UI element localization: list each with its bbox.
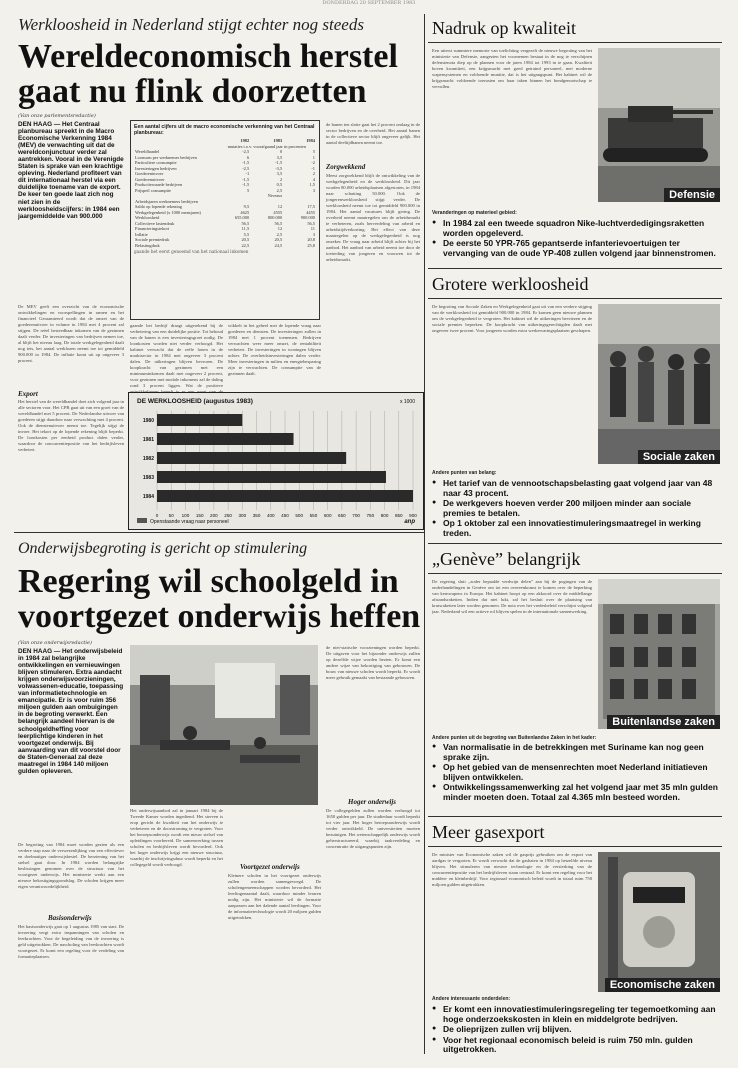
table-cell: Productiewaarde bedrijven	[135, 182, 183, 188]
table-cell: Goedereninvoer	[135, 171, 164, 177]
table-cell: 5	[246, 187, 250, 193]
export-subhead: Export	[18, 390, 38, 398]
table-cell: 655.000	[234, 215, 250, 221]
unemployment-chart-svg	[129, 393, 423, 529]
list-item: ● Van normalisatie in de betrekkingen met Suriname kan nog geen sprake zijn.	[432, 743, 718, 762]
buitenland-bullets	[432, 743, 718, 803]
table-cell: Arbeidsjaren werknemers bedrijven	[135, 198, 198, 204]
table-cell: Loonsom per werknemer bedrijven	[135, 154, 197, 160]
school-story-kicker: Onderwijsbegroting is gericht op stimulering	[18, 540, 308, 557]
list-item: ● Het tarief van de vennootschapsbelasting gaat volgend jaar van 48 naar 43 procent.	[432, 479, 718, 498]
table-cell: 5	[312, 149, 315, 155]
economie-body: De minister van Economische zaken wil de gasprijs gebruiken om de export van aardgas te vergroten. Er wordt verwacht dat de gasbaten in 1984 op hetzelfde niveau blijven. Het stimuleren van nieuwe technologie en de versterking van de concurrentiepositie van het bedrijfsleven staan centraal. Er komt een regeling voor het midden- en kleinbedrijf. Voor regionaal economisch beleid wordt in totaal ruim 750 miljoen gulden uitgetrokken.	[432, 852, 592, 887]
chart-tick-label: 250	[224, 513, 232, 518]
chart-tick-label: 700	[352, 513, 360, 518]
chart-category-label: 1982	[142, 456, 154, 462]
list-item: ● De werkgevers hoeven verder 200 miljoen minder aan sociale premies te betalen.	[432, 499, 718, 518]
legend-swatch	[137, 518, 147, 523]
table-cell: 17,5	[307, 204, 315, 210]
table-cell: 56,5	[274, 220, 283, 226]
table-cell: 22,5	[241, 242, 250, 248]
table-cell: 4	[312, 176, 315, 182]
list-item: ● Op 1 oktober zal een innovatiestimuleringsmaatregel in werking treden.	[432, 519, 718, 538]
top-story-byline: (Van onze parlementsredactie)	[18, 113, 96, 119]
chart-tick-label: 500	[295, 513, 304, 518]
table-cell: Inflatie	[135, 231, 148, 237]
table-header-cell: 1984	[306, 138, 315, 144]
table-cell: 4455	[306, 209, 315, 215]
buitenland-body: De regering sluit „zoder bepaalde verdwijn delen” aan bij de pogingen van de onderhandelingen in Genève om tot een overeenkomst te komen over de beperking van kernwapens in Europa. Het kabinet hoopt op een akkoord over de middellange afstandsraketten. Indien dat niet lukt, zal het besluit over de plaatsing van kruisraketten later worden genomen. De nota over het vredesbeleid verschijnt volgend jaar. Nederland wil een actieve rol blijven spelen in de internationale samenwerking.	[432, 579, 592, 614]
chart-bar	[157, 433, 294, 445]
top-story-body-5: de banen ten slotte gaat het 2 procent omlaag in de sector bedrijven en de overheid. Het aantal banen in de collectieve sector blijft ongeveer gelijk. Het aantal deeltijdbanen neemt toe.	[326, 122, 420, 145]
sidebar-divider	[428, 543, 722, 544]
crowd-illustration	[598, 304, 720, 464]
table-cell: 1	[312, 154, 315, 160]
table-cell: -2,5	[242, 165, 250, 171]
table-cell: 2	[279, 176, 283, 182]
list-item: ● De eerste 50 YPR-765 gepantserde infanterievoertuigen ter vervanging van de oude YP-408 zullen volgend jaar binnenstromen.	[432, 239, 718, 258]
buitenlandse-zaken-section	[428, 545, 722, 775]
table-cell: 3,5	[276, 154, 283, 160]
table-cell: 800.000	[267, 215, 283, 221]
hoger-onderwijs-subhead: Hoger onderwijs	[348, 798, 397, 806]
chart-tick-label: 900	[409, 513, 417, 518]
chart-tick-label: 0	[155, 513, 159, 518]
table-cell: 56,5	[241, 220, 250, 226]
list-item: ● Ontwikkelingssamenwerking zal het volgend jaar met 35 mln gulden minder moeten doen. Totaal zal 4.365 mln besteed worden.	[432, 783, 718, 802]
table-cell: Sociale premiedruk	[135, 237, 170, 243]
chart-tick-label: 600	[323, 513, 332, 518]
top-story-body-3: gaande het bedrijf draagt uitgerekend bij de verbetering van een duidelijke positie. Tot behoud van de banen is een investeringsgroei nodig. De loonkosten worden niet verder verhoogd. Het kabinet verwacht dat de reële lonen in de marktsector in 1984 met ongeveer 3 procent dalen. De uitkeringen blijven bevroren. De koopkracht van gezinnen met een minimuminkomen daalt met ongeveer 2 procent, voor gezinnen met modale inkomens zal de daling rond 3 procent liggen. Wat de positieve	[130, 323, 223, 388]
school-story-body-4: Kleinere scholen in het voortgezet onderwijs zullen worden samengevoegd. De scholengemeenschappen worden bevorderd. Het leerlingenaantal daalt, waardoor minder leraren nodig zijn. Het ministerie wil de formatie aanpassen aan het dalende aantal leerlingen. Voor de informatietechnologie wordt 20 miljoen gulden uitgetrokken.	[228, 873, 321, 920]
top-story-headline: Wereldeconomisch herstel gaat nu flink doorzetten	[18, 38, 398, 110]
school-story-body-3: Het onderwijsaanbod zal in januari 1984 bij de Tweede Kamer worden ingediend. Het streven is erop gericht de kwaliteit van het onderwijs te verbeteren en de doorstroming te vergroten. Voor het beroepsonderwijs wordt een nieuw stelsel van opleidingen voorbereid. De samenwerking tussen scholen en bedrijfsleven wordt bevorderd. Ook het hoger onderwijs krijgt een nieuwe structuur, waarbij de inschrijvingsduur wordt beperkt en het collegegeld wordt verhoogd.	[130, 808, 223, 867]
table-cell: 2,5	[276, 187, 283, 193]
table-cell: 2	[312, 171, 315, 177]
list-item: ● De olieprijzen zullen vrij blijven.	[432, 1025, 718, 1035]
top-story-body-2: Het herstel van de wereldhandel doet zich volgend jaar in alle sectoren voor. Het CPB gaat uit van een groei van de wereldhandel met 5 procent. De Nederlandse uitvoer van goederen stijgt daardoor naar verwachting met 4 procent. Ook de dienstenuitvoer neemt toe. Tegelijk stijgt de invoer. Het tekort op de lopende rekening blijft beperkt. De loonkosten per eenheid product dalen verder, waardoor de concurrentiepositie van het bedrijfsleven verbetert.	[18, 399, 124, 452]
sociale-zaken-section	[428, 270, 722, 538]
economie-photo	[598, 852, 720, 992]
table-cell: 4625	[240, 209, 250, 215]
top-story-body-6: Meest zorgwekkend blijft de ontwikkeling van de werkgelegenheid en de werkloosheid. Dit jaar worden 80.000 arbeidsplaatsen afgestoten, in 1984 naar schatting 50.000. Ook de jongerenwerkloosheid stijgt verder. De werkloosheid neemt toe tot gemiddeld 900.000 in 1984. Het aantal vacatures blijft gering. De overheid neemt maatregelen om de arbeidsmarkt te verbeteren, zoals herverdeling van arbeid en arbeidstijdverkorting. Het effect van deze maatregelen op de werkgelegenheid is nog onzeker. De vraag naar arbeid blijft achter bij het aanbod. Het aanbod van arbeid neemt toe door de toetreding van jongeren en vrouwen tot de arbeidsmarkt.	[326, 173, 420, 262]
school-story-headline: Regering wil schoolgeld in voortgezet onderwijs heffen	[18, 563, 421, 635]
defensie-bullets	[432, 219, 718, 259]
table-cell: Saldo op lopende rekening	[135, 204, 182, 210]
section-divider	[14, 532, 424, 533]
table-cell: -2	[311, 160, 315, 166]
chart-tick-label: 350	[252, 513, 261, 518]
list-item: ● Voor het regionaal economisch beleid is ruim 750 mln. gulden uitgetrokken.	[432, 1036, 718, 1055]
chart-bar	[157, 414, 242, 426]
table-cell: 4555	[273, 209, 283, 215]
sociale-photo	[598, 304, 720, 464]
economie-bullets	[432, 1005, 718, 1056]
sociale-caption: Sociale zaken	[638, 450, 720, 464]
economie-caption: Economische zaken	[605, 978, 720, 992]
tank-illustration	[598, 48, 720, 202]
defensie-body: Een uiterst summiere memorie van toelichting vergezelt de nieuwe begroting van het ministerie van Defensie, aangezien het voornemen bestaat in de nog te verschijnen defensienota diep op de plannen voor de jaren 1984 tot 1993 in te gaan. Kwaliteit boven kwantiteit, een krijgsmacht met goed getraind personeel, met moderne wapensystemen en voldoende munitie, dat is het uitgangspunt. Het kabinet wil de krijgsmacht voldoende toerusten om haar taken binnen het bondgenootschap te vervullen.	[432, 48, 592, 89]
macro-stats-table	[134, 138, 316, 248]
table-cell: -1	[311, 165, 315, 171]
unemployment-chart	[128, 392, 424, 530]
table-cell: 0	[279, 149, 283, 155]
macro-stats-box	[130, 120, 320, 320]
chart-tick-label: 850	[394, 513, 403, 518]
macro-stats-title: Een aantal cijfers uit de macro economische verkenning van het Centraal planbureau:	[134, 124, 315, 137]
table-cell: 0,5	[276, 182, 283, 188]
top-story-body-1: De MEV geeft een overzicht van de economische ontwikkelingen en voorspellingen in ramen en het financieel Geraamteerd wordt dat de omzet van de goederenuitvoer in volume in 1984 met 4 procent zal stijgen. De reëel besteedbaar inkomen van de gezinnen daalt verder. De investeringen van bedrijven nemen toe, al blijft het niveau laag. De totale werkgelegenheid daalt nog iets, het aantal werklozen neemt toe tot gemiddeld 900.000 in 1984. De inflatie komt uit op ongeveer 3 procent.	[18, 304, 124, 363]
chart-bar	[157, 490, 413, 502]
table-cell: 56,5	[307, 220, 315, 226]
table-cell: Goederenuitvoer	[135, 176, 165, 182]
list-item: ● In 1984 zal een tweede squadron Nike-luchtverdedigingsraketten worden opgeleverd.	[432, 219, 718, 238]
defensie-title: Nadruk op kwaliteit	[432, 18, 576, 38]
table-cell: -1,5	[242, 176, 250, 182]
school-photo-illustration	[130, 645, 318, 805]
sociale-title: Grotere werkloosheid	[432, 274, 589, 294]
table-cell: 2,5	[276, 231, 283, 237]
table-cell: 25,8	[307, 242, 315, 248]
table-cell: Collectieve lastendruk	[135, 220, 175, 226]
table-subheader: mutaties t.o.v. voorafgaand jaar in procenten	[227, 143, 306, 149]
chart-tick-label: 100	[181, 513, 190, 518]
voortgezet-subhead: Voortgezet onderwijs	[240, 863, 300, 871]
chart-category-label: 1980	[142, 418, 154, 424]
table-cell: 20,5	[241, 237, 250, 243]
sidebar-divider	[428, 268, 722, 269]
table-cell: 900.000	[300, 215, 315, 221]
defensie-section	[428, 14, 722, 264]
buitenland-title: „Genève” belangrijk	[432, 549, 581, 569]
page-dateline: DONDERDAG 20 SEPTEMBER 1983	[322, 0, 416, 6]
list-item: ● Er komt een innovatiestimuleringsregeling ter tegemoetkoming aan hoge onderzoekskosten in klein en middelgrote bedrijven.	[432, 1005, 718, 1024]
table-cell: 5,5	[243, 231, 250, 237]
table-cell: -1,5	[242, 160, 250, 166]
chart-tick-label: 650	[338, 513, 346, 518]
table-cell: 20,5	[274, 237, 283, 243]
economie-title: Meer gasexport	[432, 822, 545, 842]
chart-tick-label: 550	[309, 513, 318, 518]
table-cell: -1	[245, 171, 250, 177]
table-cell: Financieringstekort	[135, 226, 170, 232]
table-cell: -1,5	[242, 182, 250, 188]
table-cell: Werkgelegenheid (x 1000 mensjaren)	[135, 209, 201, 215]
table-cell: Wereldhandel	[135, 149, 160, 155]
school-story-body-6: De collegegelden zullen worden verhoogd tot 1650 gulden per jaar. De studieduur wordt beperkt tot vier jaar. Het hoger beroepsonderwijs wordt verder ontwikkeld. De universiteiten moeten bezuinigen. Het wetenschappelijk onderwijs wordt geherstructureerd, waarbij taakverdeling en concentratie de uitgangspunten zijn.	[326, 808, 420, 849]
top-story-lead: DEN HAAG — Het Centraal planbureau spreekt in de Macro Economische Verkenning 1984 (MEV) de verwachting uit dat de wereldconjunctuur verder zal aantrekken. Vooral in de Verenigde Staten is sprake van een krachtige opleving. Nederland profiteert van dit internationaal herstel via een duidelijke toename van de export. De keer ten goede laat zich nog niet zien in de werkloosheidscijfers: in 1984 een jaargemiddelde van 900.000	[18, 121, 124, 220]
defensie-photo	[598, 48, 720, 202]
table-cell: 12	[277, 226, 283, 232]
chart-unit: x 1000	[399, 399, 415, 405]
chart-tick-label: 300	[238, 513, 247, 518]
buitenland-caption: Buitenlandse zaken	[607, 715, 720, 729]
chart-bar	[157, 471, 386, 483]
defensie-caption: Defensie	[664, 188, 720, 202]
table-cell: Niveaus	[267, 193, 283, 199]
table-cell: -1,5	[275, 160, 283, 166]
table-cell: 20,8	[307, 237, 315, 243]
table-cell: 11	[310, 226, 315, 232]
chart-credit: anp	[404, 519, 415, 525]
table-cell: -3,5	[275, 165, 283, 171]
chart-tick-label: 800	[380, 513, 389, 518]
chart-tick-label: 750	[366, 513, 375, 518]
gas-meter-illustration	[598, 852, 720, 992]
chart-category-label: 1981	[142, 437, 154, 443]
buitenland-intro: Andere punten uit de begroting van Buitenlandse Zaken in het kader:	[432, 735, 597, 741]
sociale-bullets	[432, 479, 718, 539]
table-row	[134, 243, 316, 249]
table-cell: 6	[246, 154, 250, 160]
defensie-intro: Veranderingen op materieel gebied:	[432, 210, 517, 216]
table-cell: Investeringen bedrijven	[135, 165, 177, 171]
table-header-cell: 1982	[240, 138, 250, 144]
building-illustration	[598, 579, 720, 729]
table-header-cell: 1983	[273, 138, 283, 144]
sidebar-divider	[428, 816, 722, 817]
school-story-body-1: De begroting van 1984 moet worden gezien als een verdere stap naar de verwezenlijking van een effectiever en doelmatiger onderwijsbestel. De herziening van het stelsel gaat door. In 1984 worden belangrijke beslissingen genomen over de structuur van het voortgezet onderwijs. Het ministerie werkt aan een nieuwe bekostigingsgrondslag. De scholen krijgen meer eigen verantwoordelijkheid.	[18, 842, 124, 889]
chart-category-label: 1983	[142, 475, 154, 481]
school-story-body-2: Het basisonderwijs gaat op 1 augustus 1985 van start. De invoering vergt extra inspanningen van scholen en leerkrachten. Voor de begeleiding van de invoering is geld uitgetrokken. De nascholing van leerkrachten wordt voortgezet. Er komt een regeling voor de verdeling van formatieplaatsen.	[18, 924, 124, 959]
chart-tick-label: 150	[195, 513, 204, 518]
chart-tick-label: 200	[210, 513, 218, 518]
table-cell: Belastingdruk	[135, 242, 160, 248]
list-item: ● Op het gebied van de mensenrechten moet Nederland initiatieven blijven ontwikkelen.	[432, 763, 718, 782]
table-cell: Prijspeil consumptie	[135, 187, 171, 193]
table-cell: Particuliere consumptie	[135, 160, 177, 166]
table-cell: 9,5	[243, 204, 250, 210]
school-story-lead: DEN HAAG — Het onderwijsbeleid in 1984 zal belangrijke ontwikkelingen en vernieuwingen blijven stimuleren. Extra aandacht krijgen onderwijsvoorzieningen, volwassenen-educatie, toepassing van informatietechnologie en emancipatie. Er is voor ruim 356 miljoen gulden aan ombuigingen in de begroting verwerkt. Een belangrijk aandeel hiervan is de schoolgeldheffing voor leerplichtige kinderen in het voortgezet onderwijs. Bij aanvaarding van dit voorstel door de Staten-Generaal zal deze maatregel in 1984 140 miljoen gulden opleveren.	[18, 648, 124, 775]
school-story-byline: (Van onze onderwijsredactie)	[18, 640, 92, 646]
table-cell: Werkloosheid	[135, 215, 160, 221]
chart-category-label: 1984	[142, 494, 154, 500]
chart-tick-label: 50	[168, 513, 174, 518]
economie-intro: Andere interessante onderdelen:	[432, 996, 511, 1002]
table-cell: 1,5	[309, 182, 315, 188]
table-cell: 12	[277, 204, 283, 210]
table-cell: 3	[312, 231, 315, 237]
macro-stats-note: gaande het eerst genoemd van het nationaal inkomen	[134, 249, 249, 255]
sociale-body: De begroting van Sociale Zaken en Werkgelegenheid gaat uit van een verdere stijging van de werkloosheid tot gemiddeld 900.000 in 1984. Er komen geen nieuwe plannen om de werkgelegenheid te vergroten. Het kabinet wil de uitkeringen bevriezen en de sociale premies beperken. De koopkracht van uitkeringsgerechtigden daalt met ongeveer twee procent. Voor jongeren worden extra werkervaringsplaatsen geschapen.	[432, 304, 592, 333]
school-story-body-5: de niet-statische voorzieningen worden beperkt. De uitgaven voor het bijzonder onderwijs zullen op dezelfde wijze worden bezien. Er komt een andere wijze van bekostiging van gebouwen. De bouw van nieuwe scholen wordt beperkt. Er wordt meer gebruik gemaakt van bestaande gebouwen.	[326, 645, 420, 680]
chart-tick-label: 450	[281, 513, 289, 518]
top-story-body-4: wikkelt in het geheel met de lopende vraag naar goederen en diensten. De investeringen zullen in 1984 met 1 procent toenemen. Bedrijven verwachten weer meer omzet, de rentabiliteit verbetert. De investeringen in woningen blijven achter. De overheidsinvesteringen dalen verder. Meer investeringen in milieu en energiebesparing zijn te verwachten. De consumptie van de gezinnen daalt.	[228, 323, 321, 376]
basisonderwijs-subhead: Basisonderwijs	[48, 914, 92, 922]
sociale-intro: Andere punten van belang:	[432, 470, 497, 476]
chart-bar	[157, 452, 346, 464]
table-cell: 3,5	[276, 171, 283, 177]
chart-legend: Openstaande vraag naar personeel	[150, 519, 229, 525]
table-cell: -2,5	[242, 149, 250, 155]
economische-zaken-section	[428, 818, 722, 1058]
school-photo	[130, 645, 318, 805]
table-cell: 24,5	[274, 242, 283, 248]
table-cell: 3	[312, 187, 315, 193]
top-story-kicker: Werkloosheid in Nederland stijgt echter nog steeds	[18, 15, 364, 34]
chart-title: DE WERKLOOSHEID (augustus 1983)	[137, 398, 253, 405]
table-cell: 11,5	[241, 226, 250, 232]
buitenland-photo	[598, 579, 720, 729]
column-divider	[424, 14, 425, 1054]
zorgwekkend-subhead: Zorgwekkend	[326, 163, 366, 171]
chart-tick-label: 400	[266, 513, 275, 518]
